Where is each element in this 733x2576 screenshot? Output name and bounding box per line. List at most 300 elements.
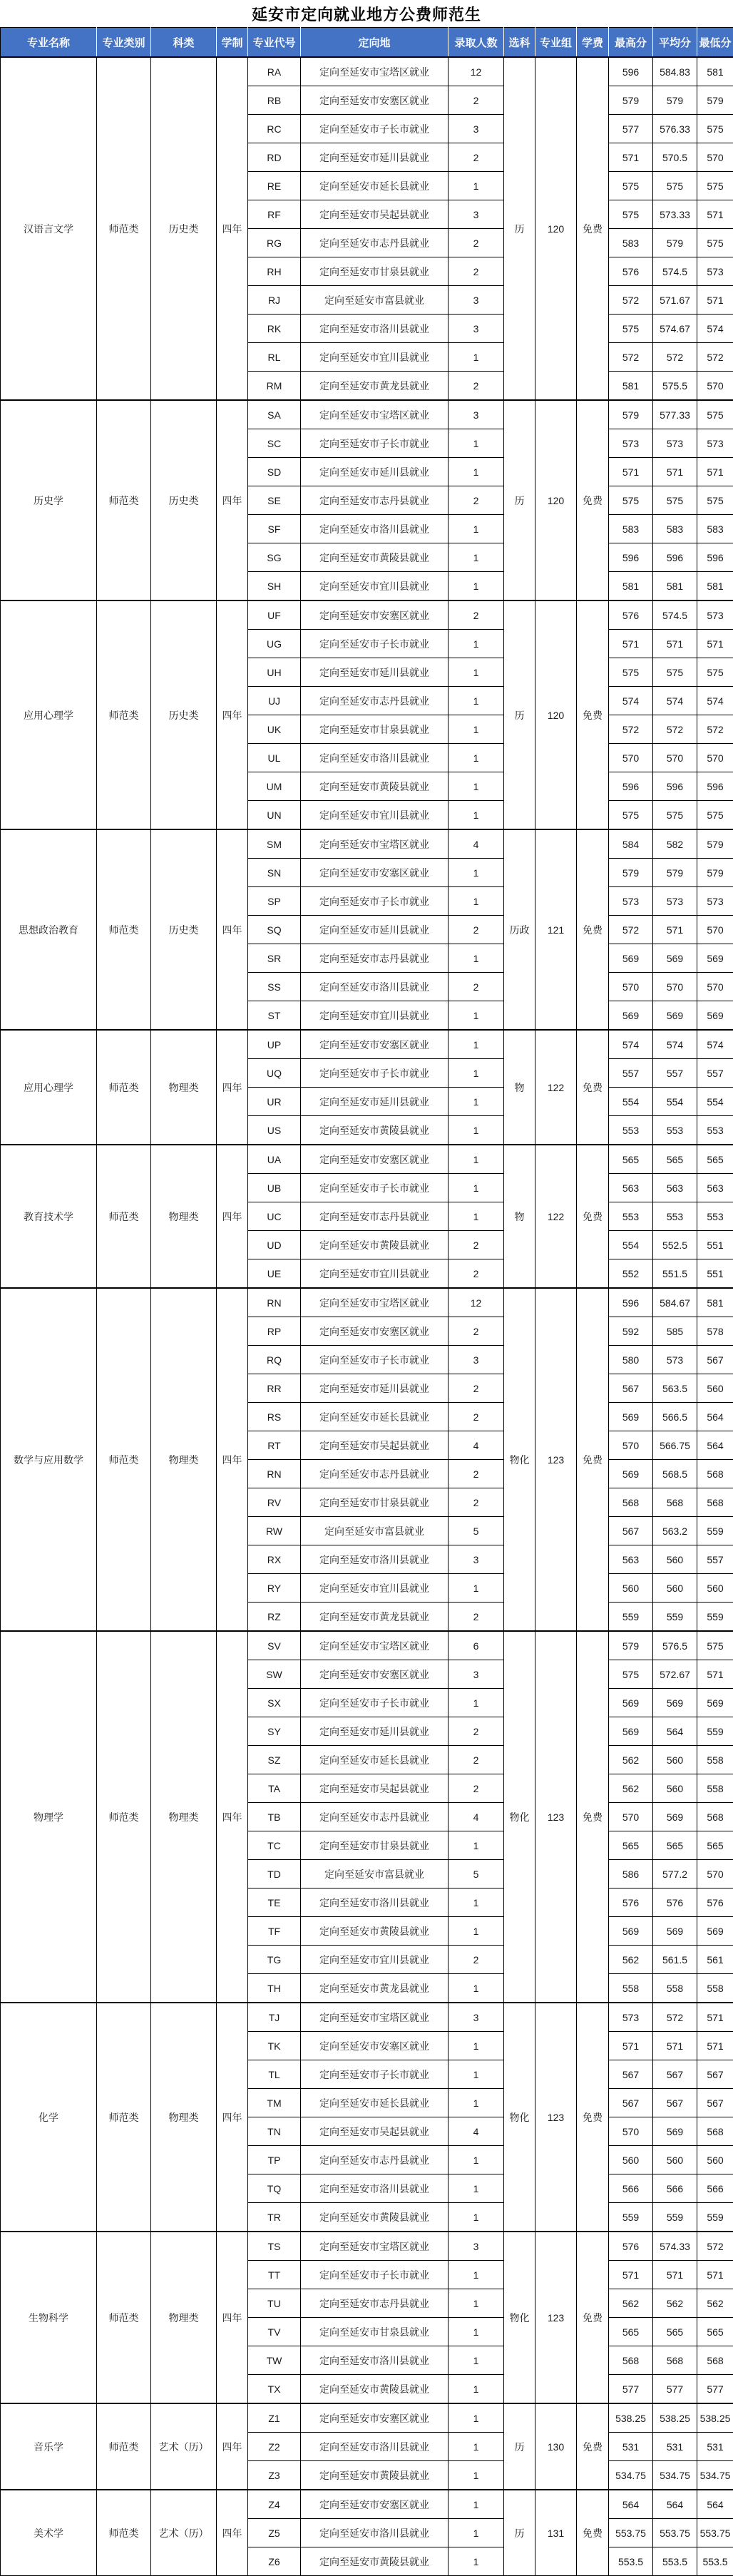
destination-cell: 定向至延安市甘泉县就业 — [301, 2318, 448, 2346]
min-score-cell: 575 — [697, 400, 733, 429]
destination-cell: 定向至延安市延长县就业 — [301, 172, 448, 200]
avg-score-cell: 564 — [653, 1717, 697, 1746]
avg-score-cell: 565 — [653, 1145, 697, 1174]
major-code-cell: RP — [248, 1317, 301, 1346]
max-score-cell: 568 — [609, 1488, 653, 1517]
major-code-cell: SV — [248, 1631, 301, 1660]
tuition-cell: 免费 — [577, 829, 609, 1030]
major-code-cell: RX — [248, 1545, 301, 1574]
destination-cell: 定向至延安市延川县就业 — [301, 1374, 448, 1403]
avg-score-cell: 585 — [653, 1317, 697, 1346]
avg-score-cell: 577.2 — [653, 1860, 697, 1888]
major-code-cell: TM — [248, 2089, 301, 2117]
max-score-cell: 567 — [609, 2089, 653, 2117]
major-code-cell: UE — [248, 1259, 301, 1289]
min-score-cell: 564 — [697, 1431, 733, 1460]
avg-score-cell: 571 — [653, 630, 697, 658]
max-score-cell: 579 — [609, 859, 653, 887]
avg-score-cell: 575 — [653, 486, 697, 515]
max-score-cell: 569 — [609, 1689, 653, 1717]
max-score-cell: 558 — [609, 1974, 653, 2003]
admitted-count-cell: 2 — [448, 1374, 504, 1403]
admitted-count-cell: 1 — [448, 1202, 504, 1231]
destination-cell: 定向至延安市志丹县就业 — [301, 486, 448, 515]
admitted-count-cell: 1 — [448, 1145, 504, 1174]
avg-score-cell: 575.5 — [653, 372, 697, 401]
major-group-cell: 131 — [535, 2490, 577, 2576]
major-code-cell: SQ — [248, 916, 301, 944]
major-name-cell: 历史学 — [1, 400, 97, 600]
max-score-cell: 562 — [609, 1774, 653, 1803]
min-score-cell: 551 — [697, 1231, 733, 1259]
min-score-cell: 571 — [697, 458, 733, 486]
destination-cell: 定向至延安市志丹县就业 — [301, 229, 448, 257]
header-admitted-count: 录取人数 — [448, 28, 504, 58]
admitted-count-cell: 2 — [448, 1259, 504, 1289]
min-score-cell: 573 — [697, 257, 733, 286]
destination-cell: 定向至延安市黄陵县就业 — [301, 2547, 448, 2576]
admitted-count-cell: 1 — [448, 2375, 504, 2404]
min-score-cell: 574 — [697, 1030, 733, 1059]
max-score-cell: 560 — [609, 1574, 653, 1603]
destination-cell: 定向至延安市洛川县就业 — [301, 2174, 448, 2203]
max-score-cell: 569 — [609, 1403, 653, 1431]
max-score-cell: 562 — [609, 2289, 653, 2318]
avg-score-cell: 563.2 — [653, 1517, 697, 1545]
major-code-cell: UA — [248, 1145, 301, 1174]
admitted-count-cell: 1 — [448, 2433, 504, 2461]
admitted-count-cell: 1 — [448, 2060, 504, 2089]
admitted-count-cell: 1 — [448, 944, 504, 973]
min-score-cell: 573 — [697, 887, 733, 916]
avg-score-cell: 562 — [653, 2289, 697, 2318]
destination-cell: 定向至延安市延川县就业 — [301, 1088, 448, 1116]
destination-cell: 定向至延安市黄龙县就业 — [301, 1603, 448, 1632]
major-code-cell: RF — [248, 200, 301, 229]
min-score-cell: 583 — [697, 515, 733, 543]
major-code-cell: RY — [248, 1574, 301, 1603]
avg-score-cell: 553 — [653, 1116, 697, 1145]
major-code-cell: SM — [248, 829, 301, 859]
table-row — [1, 600, 733, 630]
destination-cell: 定向至延安市洛川县就业 — [301, 315, 448, 343]
max-score-cell: 596 — [609, 772, 653, 801]
major-code-cell: UM — [248, 772, 301, 801]
major-code-cell: RQ — [248, 1346, 301, 1374]
major-code-cell: RN — [248, 1288, 301, 1317]
admitted-count-cell: 1 — [448, 429, 504, 458]
header-row — [1, 28, 733, 58]
min-score-cell: 553 — [697, 1202, 733, 1231]
avg-score-cell: 596 — [653, 543, 697, 572]
max-score-cell: 581 — [609, 372, 653, 401]
elective-cell: 历政 — [504, 829, 535, 1030]
avg-score-cell: 572 — [653, 343, 697, 372]
max-score-cell: 553 — [609, 1202, 653, 1231]
max-score-cell: 575 — [609, 172, 653, 200]
destination-cell: 定向至延安市富县就业 — [301, 1517, 448, 1545]
major-category-cell: 师范类 — [97, 57, 151, 400]
destination-cell: 定向至延安市黄陵县就业 — [301, 1917, 448, 1946]
major-code-cell: RL — [248, 343, 301, 372]
destination-cell: 定向至延安市安塞区就业 — [301, 1660, 448, 1689]
subject-type-cell: 历史类 — [151, 829, 217, 1030]
elective-cell: 历 — [504, 600, 535, 829]
major-code-cell: RK — [248, 315, 301, 343]
major-code-cell: UR — [248, 1088, 301, 1116]
major-code-cell: TE — [248, 1888, 301, 1917]
avg-score-cell: 571 — [653, 2032, 697, 2060]
avg-score-cell: 563 — [653, 1174, 697, 1202]
avg-score-cell: 574.33 — [653, 2232, 697, 2261]
min-score-cell: 574 — [697, 315, 733, 343]
table-header — [1, 28, 733, 58]
major-code-cell: RG — [248, 229, 301, 257]
page-title: 延安市定向就业地方公费师范生 — [0, 0, 733, 27]
destination-cell: 定向至延安市洛川县就业 — [301, 1888, 448, 1917]
avg-score-cell: 560 — [653, 2146, 697, 2174]
major-code-cell: SA — [248, 400, 301, 429]
destination-cell: 定向至延安市宜川县就业 — [301, 801, 448, 830]
avg-score-cell: 572 — [653, 2003, 697, 2032]
min-score-cell: 575 — [697, 1631, 733, 1660]
min-score-cell: 581 — [697, 57, 733, 86]
major-code-cell: SR — [248, 944, 301, 973]
max-score-cell: 573 — [609, 887, 653, 916]
avg-score-cell: 574.67 — [653, 315, 697, 343]
duration-cell: 四年 — [217, 1145, 248, 1288]
max-score-cell: 531 — [609, 2433, 653, 2461]
major-category-cell: 师范类 — [97, 1631, 151, 2003]
min-score-cell: 581 — [697, 1288, 733, 1317]
elective-cell: 物化 — [504, 1631, 535, 2003]
table-row — [1, 1145, 733, 1174]
destination-cell: 定向至延安市甘泉县就业 — [301, 715, 448, 744]
destination-cell: 定向至延安市黄陵县就业 — [301, 1116, 448, 1145]
max-score-cell: 565 — [609, 1831, 653, 1860]
admitted-count-cell: 2 — [448, 973, 504, 1001]
min-score-cell: 553.5 — [697, 2547, 733, 2576]
destination-cell: 定向至延安市志丹县就业 — [301, 1460, 448, 1488]
avg-score-cell: 569 — [653, 944, 697, 973]
min-score-cell: 570 — [697, 372, 733, 401]
major-category-cell: 师范类 — [97, 2232, 151, 2403]
admitted-count-cell: 1 — [448, 2289, 504, 2318]
min-score-cell: 575 — [697, 801, 733, 830]
avg-score-cell: 558 — [653, 1974, 697, 2003]
major-group-cell: 122 — [535, 1145, 577, 1288]
min-score-cell: 579 — [697, 86, 733, 115]
major-code-cell: SS — [248, 973, 301, 1001]
major-code-cell: UG — [248, 630, 301, 658]
major-name-cell: 思想政治教育 — [1, 829, 97, 1030]
avg-score-cell: 554 — [653, 1088, 697, 1116]
admitted-count-cell: 1 — [448, 1116, 504, 1145]
destination-cell: 定向至延安市吴起县就业 — [301, 200, 448, 229]
min-score-cell: 573 — [697, 600, 733, 630]
table-row — [1, 2232, 733, 2261]
max-score-cell: 592 — [609, 1317, 653, 1346]
duration-cell: 四年 — [217, 2232, 248, 2403]
destination-cell: 定向至延安市黄陵县就业 — [301, 1231, 448, 1259]
header-duration: 学制 — [217, 28, 248, 58]
destination-cell: 定向至延安市洛川县就业 — [301, 973, 448, 1001]
admitted-count-cell: 4 — [448, 1431, 504, 1460]
admitted-count-cell: 1 — [448, 1059, 504, 1088]
admitted-count-cell: 1 — [448, 343, 504, 372]
max-score-cell: 575 — [609, 1660, 653, 1689]
min-score-cell: 575 — [697, 172, 733, 200]
major-code-cell: SY — [248, 1717, 301, 1746]
min-score-cell: 563 — [697, 1174, 733, 1202]
avg-score-cell: 576.5 — [653, 1631, 697, 1660]
avg-score-cell: 575 — [653, 801, 697, 830]
subject-type-cell: 物理类 — [151, 2232, 217, 2403]
avg-score-cell: 573 — [653, 1346, 697, 1374]
avg-score-cell: 583 — [653, 515, 697, 543]
max-score-cell: 559 — [609, 1603, 653, 1632]
admitted-count-cell: 1 — [448, 2089, 504, 2117]
admitted-count-cell: 1 — [448, 2403, 504, 2433]
avg-score-cell: 570 — [653, 744, 697, 772]
min-score-cell: 531 — [697, 2433, 733, 2461]
major-code-cell: UH — [248, 658, 301, 687]
destination-cell: 定向至延安市黄陵县就业 — [301, 2461, 448, 2490]
min-score-cell: 571 — [697, 200, 733, 229]
admitted-count-cell: 1 — [448, 515, 504, 543]
avg-score-cell: 551.5 — [653, 1259, 697, 1289]
major-code-cell: RB — [248, 86, 301, 115]
max-score-cell: 583 — [609, 229, 653, 257]
max-score-cell: 567 — [609, 1517, 653, 1545]
destination-cell: 定向至延安市富县就业 — [301, 286, 448, 315]
major-code-cell: TG — [248, 1946, 301, 1974]
min-score-cell: 571 — [697, 2032, 733, 2060]
avg-score-cell: 572 — [653, 715, 697, 744]
major-code-cell: TP — [248, 2146, 301, 2174]
min-score-cell: 596 — [697, 772, 733, 801]
destination-cell: 定向至延安市延川县就业 — [301, 658, 448, 687]
tuition-cell: 免费 — [577, 600, 609, 829]
max-score-cell: 571 — [609, 143, 653, 172]
admitted-count-cell: 1 — [448, 1088, 504, 1116]
min-score-cell: 562 — [697, 2289, 733, 2318]
admitted-count-cell: 3 — [448, 400, 504, 429]
avg-score-cell: 579 — [653, 229, 697, 257]
min-score-cell: 557 — [697, 1059, 733, 1088]
min-score-cell: 568 — [697, 2346, 733, 2375]
max-score-cell: 596 — [609, 57, 653, 86]
min-score-cell: 569 — [697, 1001, 733, 1031]
admitted-count-cell: 1 — [448, 2519, 504, 2547]
min-score-cell: 570 — [697, 744, 733, 772]
admitted-count-cell: 4 — [448, 829, 504, 859]
max-score-cell: 596 — [609, 1288, 653, 1317]
min-score-cell: 571 — [697, 630, 733, 658]
avg-score-cell: 573 — [653, 887, 697, 916]
min-score-cell: 564 — [697, 2490, 733, 2519]
avg-score-cell: 584.83 — [653, 57, 697, 86]
major-code-cell: TD — [248, 1860, 301, 1888]
destination-cell: 定向至延安市志丹县就业 — [301, 1202, 448, 1231]
header-avg-score: 平均分 — [653, 28, 697, 58]
max-score-cell: 563 — [609, 1174, 653, 1202]
major-code-cell: SP — [248, 887, 301, 916]
major-code-cell: RM — [248, 372, 301, 401]
major-name-cell: 生物科学 — [1, 2232, 97, 2403]
avg-score-cell: 566.5 — [653, 1403, 697, 1431]
major-code-cell: UP — [248, 1030, 301, 1059]
duration-cell: 四年 — [217, 1030, 248, 1145]
destination-cell: 定向至延安市志丹县就业 — [301, 1803, 448, 1831]
major-code-cell: TN — [248, 2117, 301, 2146]
header-destination: 定向地 — [301, 28, 448, 58]
min-score-cell: 575 — [697, 658, 733, 687]
max-score-cell: 579 — [609, 86, 653, 115]
admitted-count-cell: 2 — [448, 1488, 504, 1517]
major-name-cell: 数学与应用数学 — [1, 1288, 97, 1631]
admitted-count-cell: 1 — [448, 572, 504, 601]
table-row — [1, 1030, 733, 1059]
min-score-cell: 569 — [697, 944, 733, 973]
max-score-cell: 534.75 — [609, 2461, 653, 2490]
max-score-cell: 552 — [609, 1259, 653, 1289]
avg-score-cell: 574.5 — [653, 600, 697, 630]
elective-cell: 物化 — [504, 1288, 535, 1631]
avg-score-cell: 571 — [653, 458, 697, 486]
header-tuition: 学费 — [577, 28, 609, 58]
tuition-cell: 免费 — [577, 400, 609, 600]
admitted-count-cell: 3 — [448, 286, 504, 315]
major-code-cell: RJ — [248, 286, 301, 315]
duration-cell: 四年 — [217, 400, 248, 600]
duration-cell: 四年 — [217, 1288, 248, 1631]
header-major-category: 专业类别 — [97, 28, 151, 58]
major-name-cell: 音乐学 — [1, 2403, 97, 2490]
max-score-cell: 577 — [609, 2375, 653, 2404]
duration-cell: 四年 — [217, 1631, 248, 2003]
elective-cell: 历 — [504, 400, 535, 600]
max-score-cell: 565 — [609, 1145, 653, 1174]
subject-type-cell: 艺术（历） — [151, 2403, 217, 2490]
destination-cell: 定向至延安市洛川县就业 — [301, 2433, 448, 2461]
max-score-cell: 569 — [609, 1717, 653, 1746]
destination-cell: 定向至延安市宜川县就业 — [301, 1001, 448, 1031]
min-score-cell: 565 — [697, 2318, 733, 2346]
destination-cell: 定向至延安市子长市就业 — [301, 115, 448, 143]
max-score-cell: 576 — [609, 1888, 653, 1917]
admitted-count-cell: 2 — [448, 143, 504, 172]
max-score-cell: 584 — [609, 829, 653, 859]
min-score-cell: 534.75 — [697, 2461, 733, 2490]
elective-cell: 历 — [504, 2403, 535, 2490]
table-row — [1, 57, 733, 86]
destination-cell: 定向至延安市延川县就业 — [301, 458, 448, 486]
admitted-count-cell: 3 — [448, 2232, 504, 2261]
destination-cell: 定向至延安市子长市就业 — [301, 1059, 448, 1088]
destination-cell: 定向至延安市子长市就业 — [301, 2261, 448, 2289]
destination-cell: 定向至延安市安塞区就业 — [301, 1030, 448, 1059]
destination-cell: 定向至延安市黄陵县就业 — [301, 543, 448, 572]
destination-cell: 定向至延安市志丹县就业 — [301, 2146, 448, 2174]
admitted-count-cell: 1 — [448, 2174, 504, 2203]
duration-cell: 四年 — [217, 829, 248, 1030]
admitted-count-cell: 1 — [448, 859, 504, 887]
destination-cell: 定向至延安市甘泉县就业 — [301, 257, 448, 286]
destination-cell: 定向至延安市志丹县就业 — [301, 687, 448, 715]
max-score-cell: 554 — [609, 1231, 653, 1259]
max-score-cell: 553 — [609, 1116, 653, 1145]
destination-cell: 定向至延安市安塞区就业 — [301, 600, 448, 630]
min-score-cell: 575 — [697, 229, 733, 257]
destination-cell: 定向至延安市子长市就业 — [301, 1346, 448, 1374]
admitted-count-cell: 2 — [448, 229, 504, 257]
destination-cell: 定向至延安市洛川县就业 — [301, 2346, 448, 2375]
major-code-cell: SN — [248, 859, 301, 887]
major-code-cell: SG — [248, 543, 301, 572]
min-score-cell: 576 — [697, 1888, 733, 1917]
destination-cell: 定向至延安市洛川县就业 — [301, 744, 448, 772]
destination-cell: 定向至延安市子长市就业 — [301, 429, 448, 458]
admitted-count-cell: 2 — [448, 600, 504, 630]
destination-cell: 定向至延安市延川县就业 — [301, 143, 448, 172]
admitted-count-cell: 1 — [448, 1030, 504, 1059]
max-score-cell: 575 — [609, 486, 653, 515]
major-code-cell: TA — [248, 1774, 301, 1803]
avg-score-cell: 531 — [653, 2433, 697, 2461]
destination-cell: 定向至延安市子长市就业 — [301, 2060, 448, 2089]
admitted-count-cell: 2 — [448, 257, 504, 286]
max-score-cell: 568 — [609, 2346, 653, 2375]
table-body — [1, 57, 733, 2576]
major-code-cell: RR — [248, 1374, 301, 1403]
max-score-cell: 559 — [609, 2203, 653, 2232]
subject-type-cell: 历史类 — [151, 400, 217, 600]
admitted-count-cell: 4 — [448, 2117, 504, 2146]
major-code-cell: RE — [248, 172, 301, 200]
min-score-cell: 581 — [697, 572, 733, 601]
major-code-cell: RA — [248, 57, 301, 86]
admitted-count-cell: 2 — [448, 86, 504, 115]
admitted-count-cell: 1 — [448, 687, 504, 715]
tuition-cell: 免费 — [577, 57, 609, 400]
major-code-cell: TX — [248, 2375, 301, 2404]
min-score-cell: 596 — [697, 543, 733, 572]
major-code-cell: RV — [248, 1488, 301, 1517]
destination-cell: 定向至延安市洛川县就业 — [301, 2519, 448, 2547]
major-group-cell: 120 — [535, 400, 577, 600]
table-row — [1, 1288, 733, 1317]
major-code-cell: TW — [248, 2346, 301, 2375]
duration-cell: 四年 — [217, 2003, 248, 2232]
subject-type-cell: 历史类 — [151, 600, 217, 829]
major-code-cell: TK — [248, 2032, 301, 2060]
avg-score-cell: 553 — [653, 1202, 697, 1231]
major-code-cell: RN — [248, 1460, 301, 1488]
destination-cell: 定向至延安市延川县就业 — [301, 1717, 448, 1746]
admitted-count-cell: 2 — [448, 1603, 504, 1632]
tuition-cell: 免费 — [577, 2403, 609, 2490]
min-score-cell: 568 — [697, 1460, 733, 1488]
admitted-count-cell: 1 — [448, 2146, 504, 2174]
major-group-cell: 123 — [535, 2003, 577, 2232]
avg-score-cell: 560 — [653, 1545, 697, 1574]
admitted-count-cell: 3 — [448, 1660, 504, 1689]
subject-type-cell: 物理类 — [151, 2003, 217, 2232]
destination-cell: 定向至延安市黄陵县就业 — [301, 2203, 448, 2232]
subject-type-cell: 历史类 — [151, 57, 217, 400]
major-code-cell: RC — [248, 115, 301, 143]
